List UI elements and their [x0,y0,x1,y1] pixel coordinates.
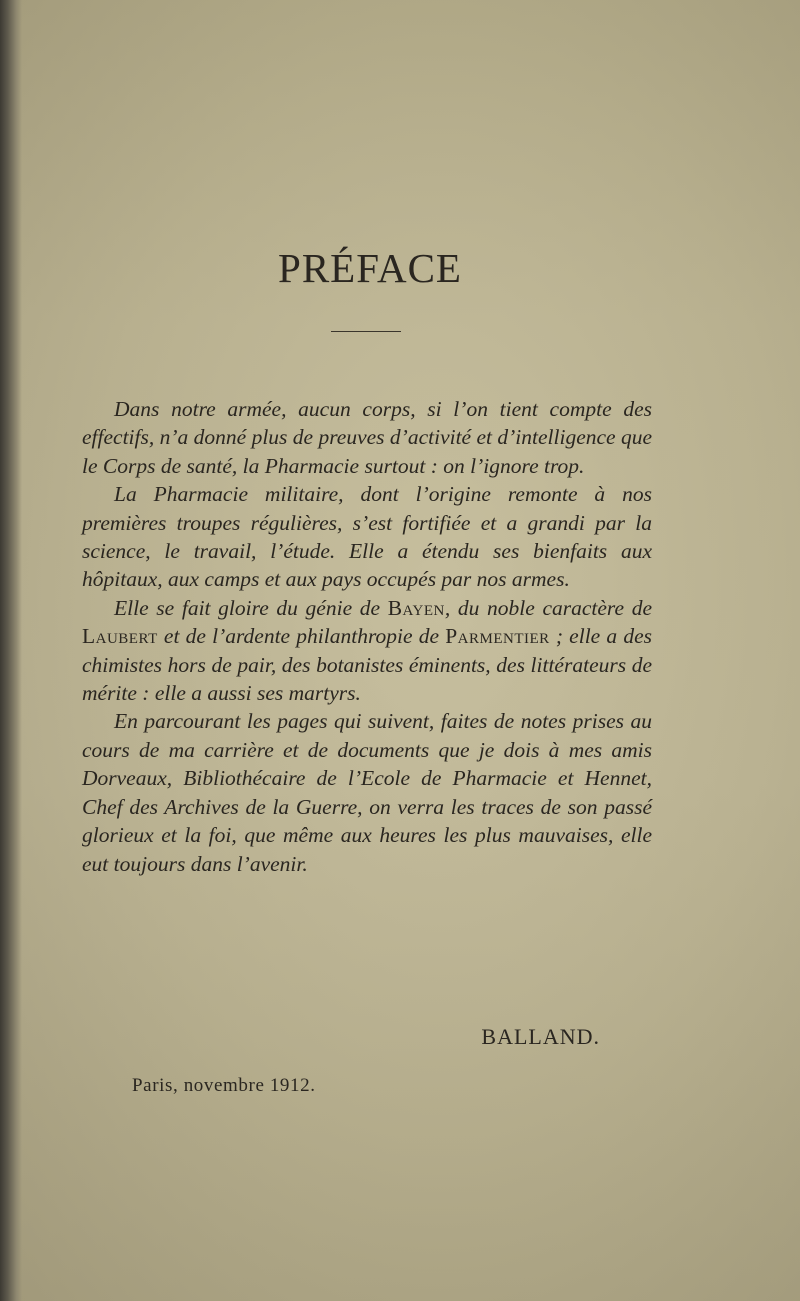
preface-paragraph [82,395,652,480]
preface-paragraph [82,480,652,594]
paragraph-text: ; elle a des chimistes hors de pair, des botanistes éminents, des littérateurs de mérite : elle a aussi ses martyrs. [82,624,652,706]
proper-name: Bayen [387,595,445,620]
proper-name: Laubert [82,624,158,649]
place-date-line: Paris, novembre 1912. [132,1075,316,1096]
preface-body [82,395,652,878]
author-signature: BALLAND. [481,1024,600,1049]
page-binding-edge [0,0,22,1301]
paragraph-text: En parcourant les pages qui suivent, faites de notes prises au cours de ma carrière et de documents que je dois à mes amis Dorveaux, Bibliothécaire de l’Ecole de Pharmacie et Hennet, Chef des Archives de la Guerre, on verra les traces de son passé glorieux et la foi, que même aux heures les plus mauvaises, elle eut toujours dans l’avenir. [82,709,652,876]
page-title: PRÉFACE [278,245,462,291]
paragraph-text: , du noble caractère de [444,595,652,620]
preface-paragraph [82,594,652,708]
proper-name: Parmentier [445,624,550,649]
paragraph-text: et de l’ardente philanthropie de [157,624,446,649]
preface-paragraph [82,707,652,877]
paragraph-text: Dans notre armée, aucun corps, si l’on tient compte des effectifs, n’a donné plus de preuves d’activité et d’intelligence que le Corps de santé, la Pharmacie surtout : on l’ignore trop. [82,397,652,478]
paragraph-text: La Pharmacie militaire, dont l’origine remonte à nos premières troupes régulières, s’est fortifiée et a grandi par la science, le travail, l’étude. Elle a étendu ses bienfaits aux hôpitaux, aux camps et aux pays occupés par nos armes. [82,482,652,592]
title-divider [331,331,401,332]
paragraph-text: Elle se fait gloire du génie de [114,595,388,620]
